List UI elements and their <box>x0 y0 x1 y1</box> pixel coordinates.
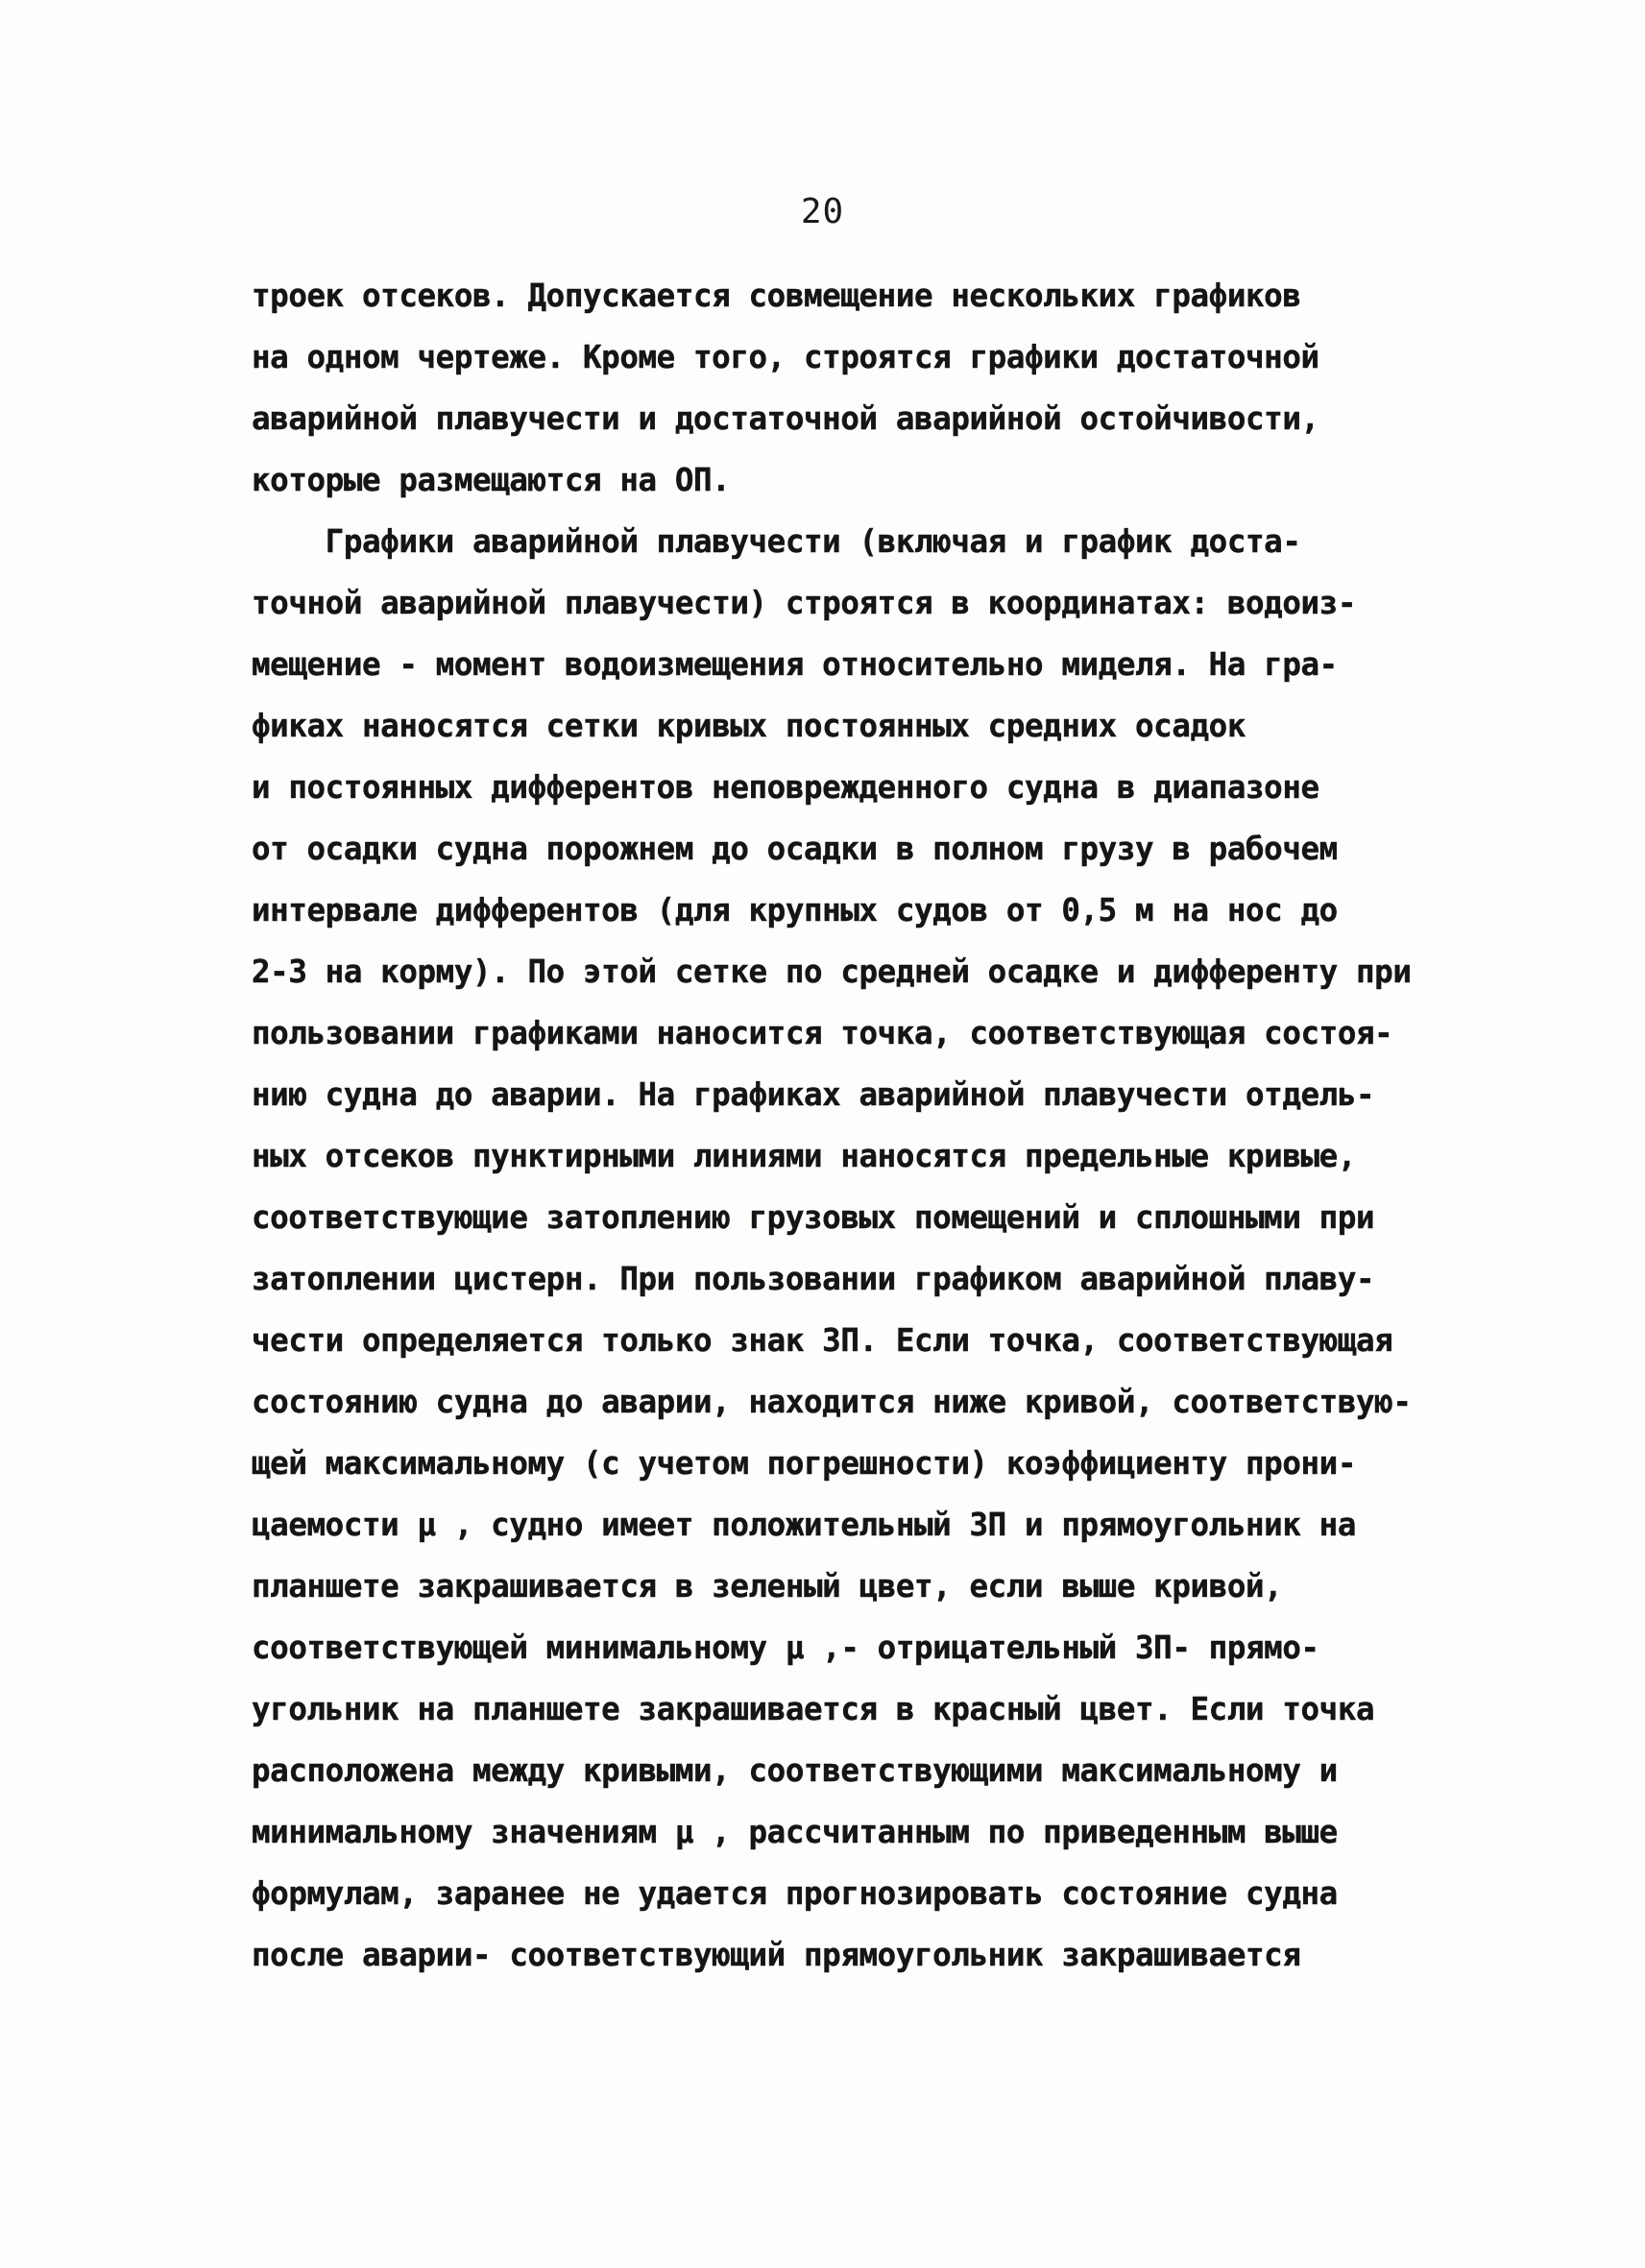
text-line: чести определяется только знак ЗП. Если точка, соответствующая <box>252 1322 1393 1359</box>
text-line: минимальному значениям μ , рассчитанным по приведенным выше <box>252 1814 1338 1850</box>
text-line: Графики аварийной плавучести (включая и график доста- <box>252 523 1301 560</box>
text-line: от осадки судна порожнем до осадки в полном грузу в рабочем <box>252 831 1338 867</box>
text-line: аварийной плавучести и достаточной аварийной остойчивости, <box>252 400 1319 437</box>
text-line: угольник на планшете закрашивается в красный цвет. Если точка <box>252 1691 1375 1727</box>
text-line: точной аварийной плавучести) строятся в координатах: водоиз- <box>252 585 1356 621</box>
text-line: интервале дифферентов (для крупных судов от 0,5 м на нос до <box>252 892 1338 929</box>
text-line: которые размещаются на ОП. <box>252 462 731 498</box>
text-line: на одном чертеже. Кроме того, строятся графики достаточной <box>252 339 1319 375</box>
text-line: фиках наносятся сетки кривых постоянных средних осадок <box>252 708 1246 744</box>
text-line: пользовании графиками наносится точка, соответствующая состоя- <box>252 1015 1393 1051</box>
text-line: соответствующие затоплению грузовых помещений и сплошными при <box>252 1199 1375 1236</box>
text-line: ных отсеков пунктирными линиями наносятся предельные кривые, <box>252 1138 1356 1174</box>
text-line: и постоянных дифферентов неповрежденного судна в диапазоне <box>252 769 1319 806</box>
text-line: троек отсеков. Допускается совмещение нескольких графиков <box>252 277 1301 314</box>
text-line: планшете закрашивается в зеленый цвет, если выше кривой, <box>252 1568 1283 1604</box>
text-line: формулам, заранее не удается прогнозировать состояние судна <box>252 1875 1338 1912</box>
page-number: 20 <box>800 192 845 231</box>
text-line: после аварии- соответствующий прямоугольник закрашивается <box>252 1937 1301 1973</box>
text-line: цаемости μ , судно имеет положительный ЗП и прямоугольник на <box>252 1507 1356 1543</box>
text-line: состоянию судна до аварии, находится ниже кривой, соответствую- <box>252 1384 1412 1420</box>
text-line: мещение - момент водоизмещения относительно миделя. На гра- <box>252 646 1338 683</box>
text-line: затоплении цистерн. При пользовании графиком аварийной плаву- <box>252 1261 1375 1297</box>
text-line: соответствующей минимальному μ ,- отрицательный ЗП- прямо- <box>252 1629 1319 1666</box>
body-text <box>252 265 1414 1986</box>
text-line: щей максимальному (с учетом погрешности) коэффициенту прони- <box>252 1445 1356 1482</box>
text-line: нию судна до аварии. На графиках аварийной плавучести отдель- <box>252 1076 1375 1113</box>
text-line: 2-3 на корму). По этой сетке по средней осадке и дифференту при <box>252 953 1412 990</box>
text-line: расположена между кривыми, соответствующими максимальному и <box>252 1752 1338 1789</box>
